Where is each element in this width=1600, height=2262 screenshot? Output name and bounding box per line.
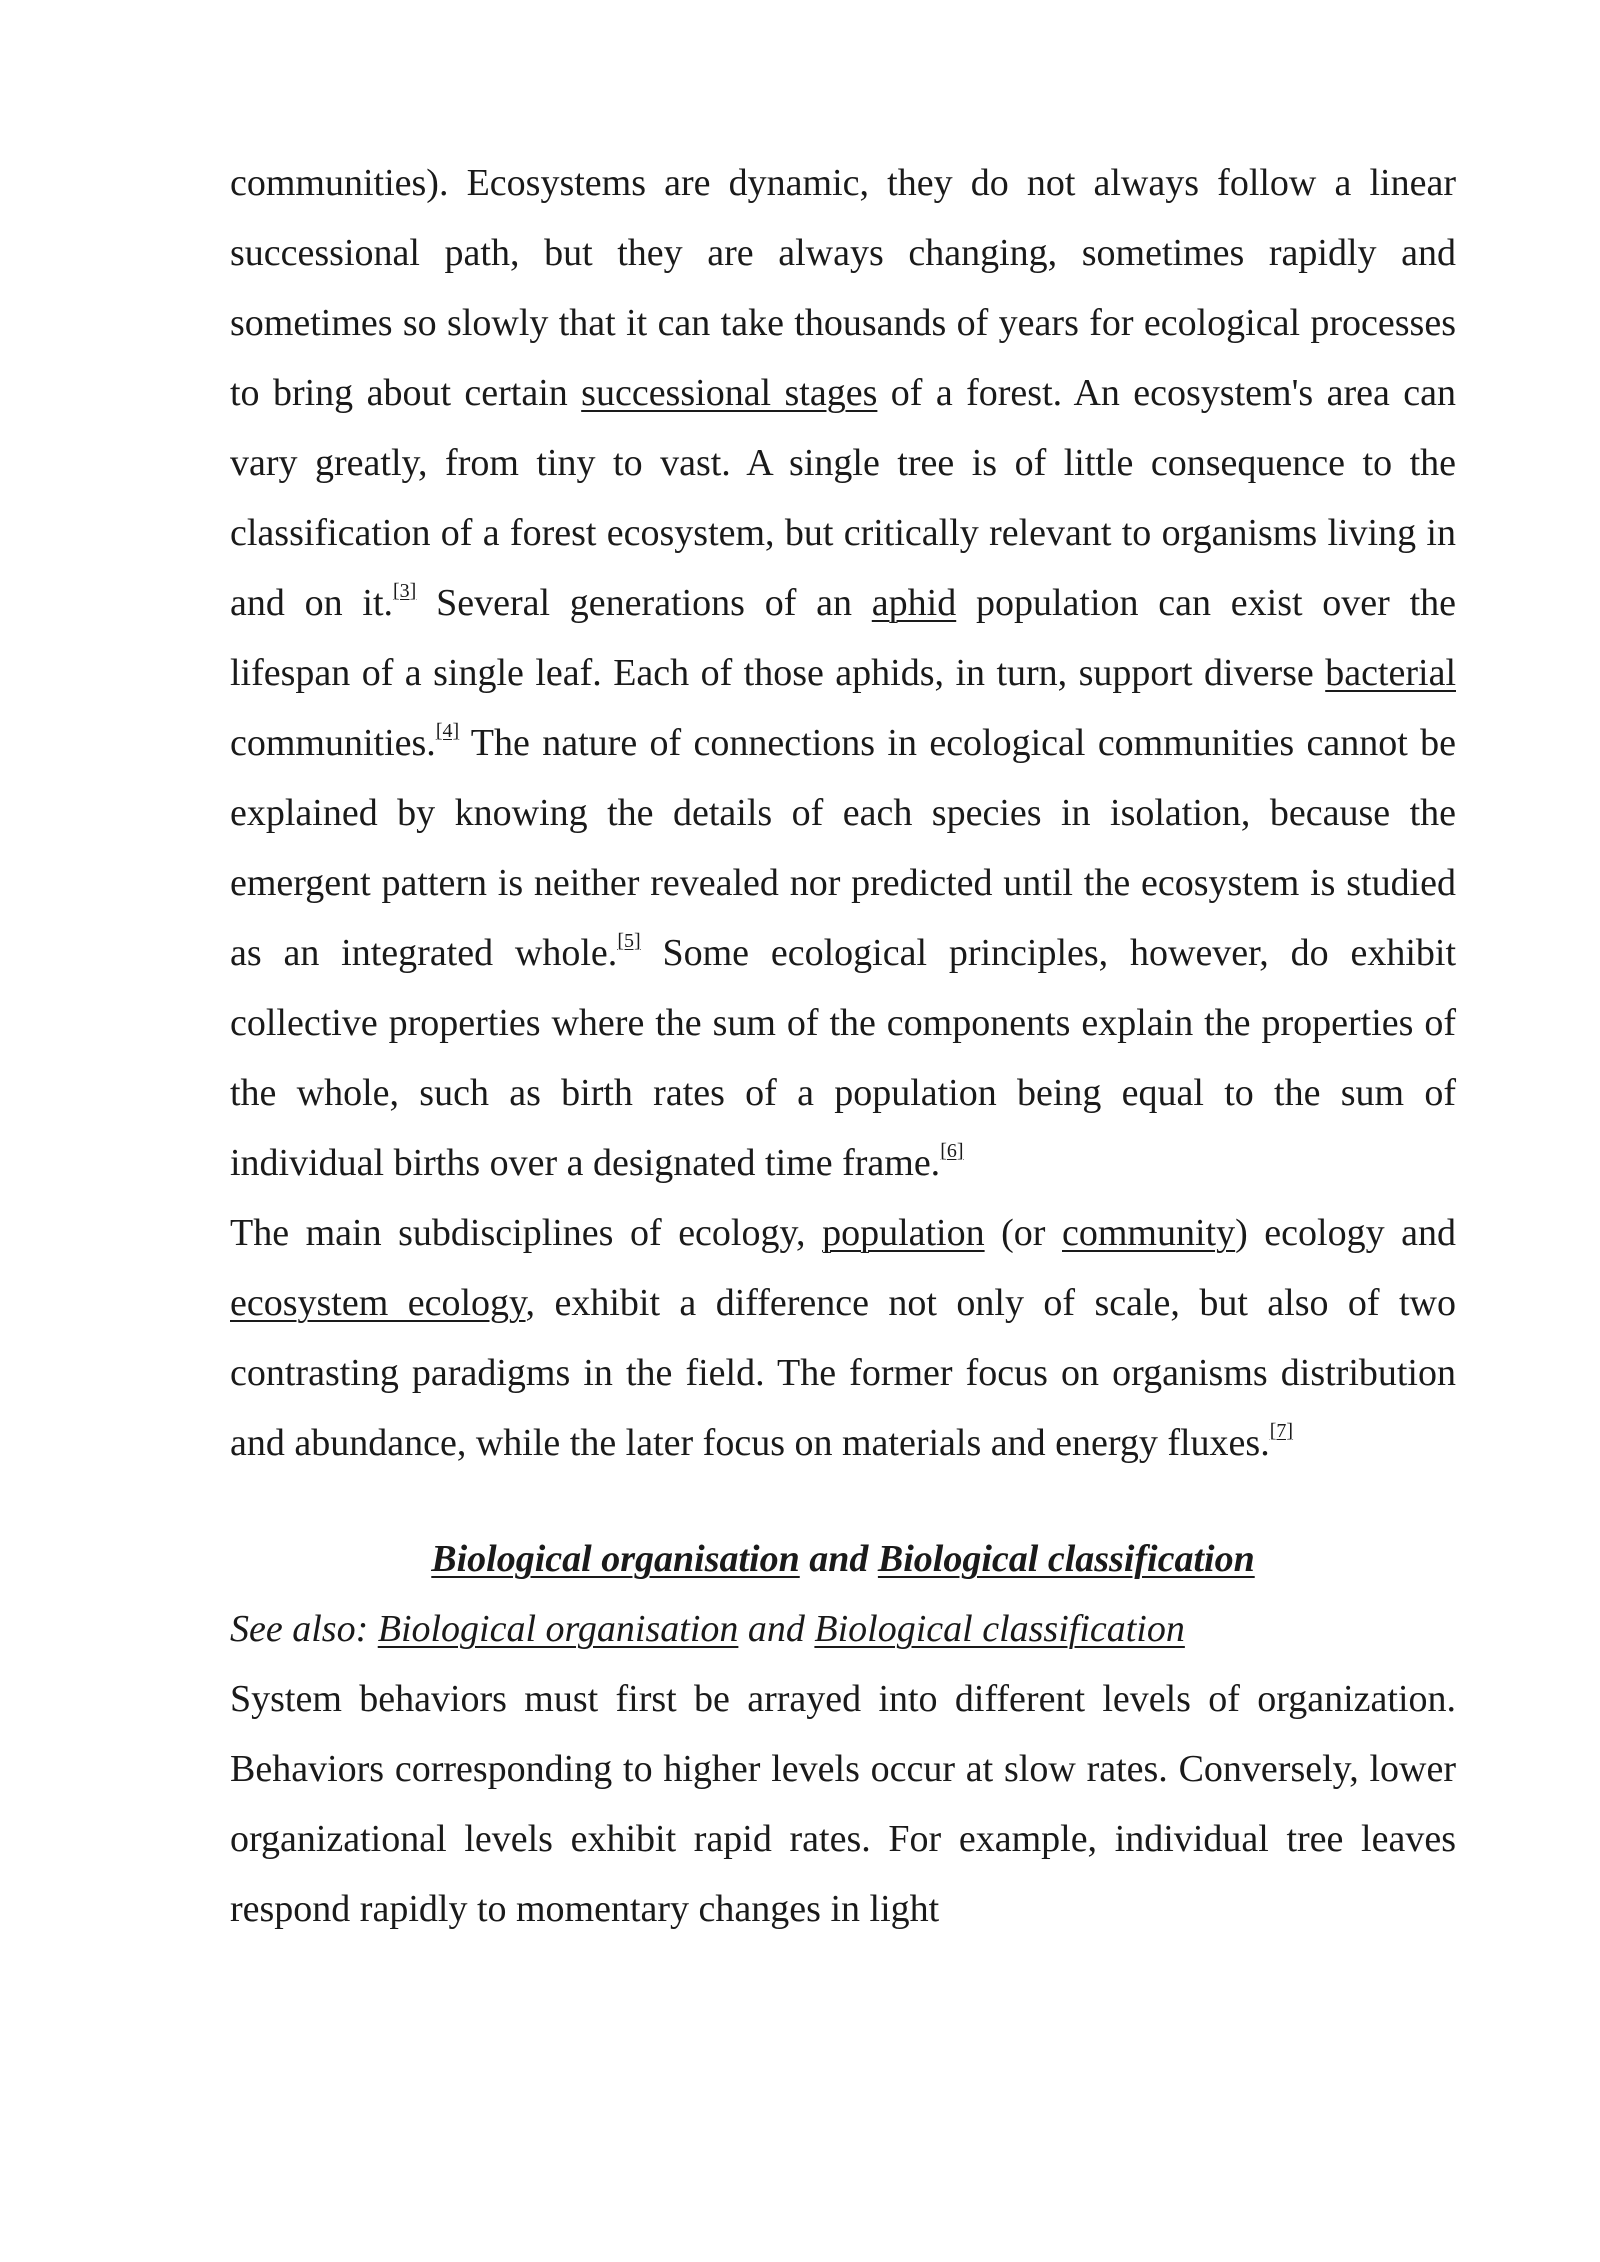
paragraph-ecosystem-dynamics (230, 148, 1456, 1198)
link-community[interactable]: community (1062, 1212, 1236, 1254)
document-page (230, 148, 1456, 1944)
citation-7 (1270, 1420, 1293, 1442)
heading-link-biological-classification[interactable]: Biological classification (877, 1538, 1255, 1580)
paragraph-system-behaviors (230, 1664, 1456, 1944)
paragraph-text: Several generations of an (416, 582, 872, 624)
section-heading (230, 1524, 1456, 1594)
see-also-link-biological-organisation[interactable]: Biological organisation (377, 1608, 739, 1650)
heading-conjunction: and (799, 1538, 878, 1580)
paragraph-subdisciplines (230, 1198, 1456, 1478)
link-successional-stages[interactable]: successional stages (581, 372, 878, 414)
paragraph-text: communities. (230, 722, 436, 764)
citation-link-4[interactable]: [4] (435, 720, 460, 742)
paragraph-text: The nature of connections in ecological communities cannot be explained by knowing the details of each species in isolation, because the emergent pattern is neither revealed nor predicted until the ecosystem is studied as an integrated whole. (230, 722, 1456, 974)
citation-link-7[interactable]: [7] (1269, 1420, 1294, 1442)
see-also-prefix: See also: (230, 1608, 378, 1650)
paragraph-text: population can exist over the lifespan of a single leaf. Each of those aphids, in turn, support diverse (230, 582, 1457, 694)
paragraph-text: communities). Ecosystems are dynamic, they do not always follow a linear successional path, but they are always changing, sometimes rapidly and sometimes so slowly that it can take thousands of years for ecological processes to bring about certain (230, 162, 1456, 414)
heading-link-biological-organisation[interactable]: Biological organisation (431, 1538, 800, 1580)
link-population[interactable]: population (822, 1212, 985, 1254)
paragraph-text: System behaviors must first be arrayed into different levels of organization. Behaviors corresponding to higher levels occur at slow rates. Conversely, lower organizational levels exhibit rapid rates. For example, individual tree leaves respond rapidly to momentary changes in light (230, 1678, 1456, 1930)
paragraph-text: The main subdisciplines of ecology, (230, 1212, 823, 1254)
citation-3 (393, 580, 416, 602)
see-also-link-biological-classification[interactable]: Biological classification (814, 1608, 1185, 1650)
link-bacterial[interactable]: bacterial (1325, 652, 1456, 694)
paragraph-text: of a forest. An ecosystem's area can vary greatly, from tiny to vast. A single tree is of little consequence to the classification of a forest ecosystem, but critically relevant to organisms living in and on it. (230, 372, 1457, 624)
link-ecosystem-ecology[interactable]: ecosystem ecology (230, 1282, 526, 1324)
citation-link-5[interactable]: [5] (617, 930, 641, 952)
paragraph-text: ) ecology and (1235, 1212, 1456, 1254)
paragraph-text: (or (984, 1212, 1062, 1254)
paragraph-text: Some ecological principles, however, do exhibit collective properties where the sum of the components explain the properties of the whole, such as birth rates of a population being equal to the sum of individual births over a designated time frame. (230, 932, 1457, 1184)
citation-link-6[interactable]: [6] (940, 1140, 964, 1162)
citation-5 (617, 930, 640, 952)
citation-6 (940, 1140, 963, 1162)
link-aphid[interactable]: aphid (871, 582, 957, 624)
paragraph-text: , exhibit a difference not only of scale, but also of two contrasting paradigms in the field. The former focus on organisms distribution and abundance, while the later focus on materials and energy fluxes. (230, 1282, 1457, 1464)
citation-4 (436, 720, 459, 742)
see-also-conjunction: and (738, 1608, 815, 1650)
citation-link-3[interactable]: [3] (393, 580, 417, 602)
see-also-note (230, 1594, 1456, 1664)
